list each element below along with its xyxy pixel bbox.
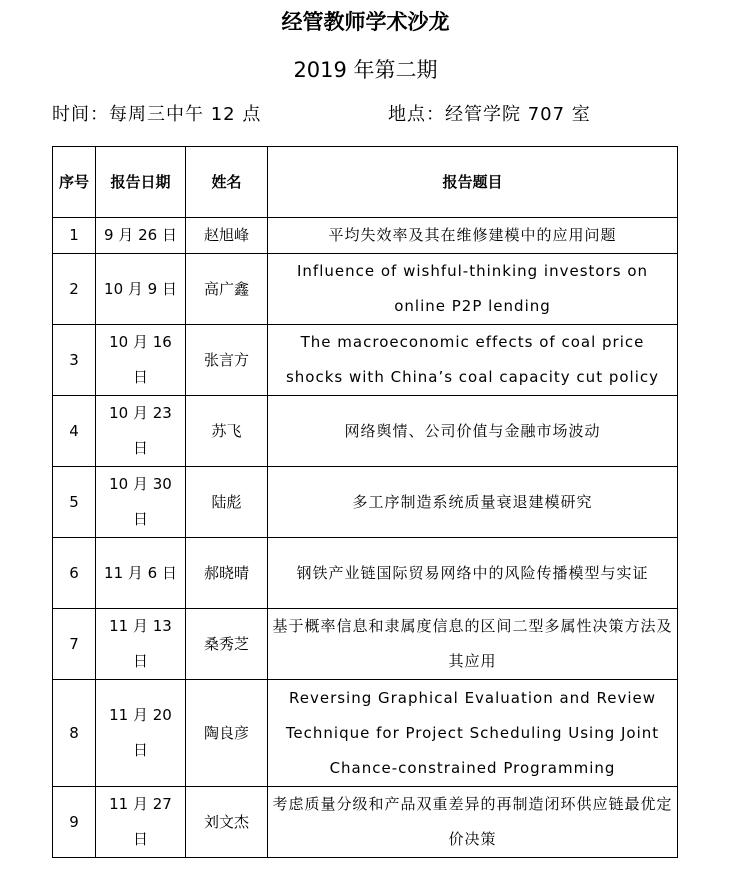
cell-date: 11 月 13 日 [96, 609, 186, 680]
cell-name: 陶良彦 [186, 680, 268, 787]
cell-topic: 钢铁产业链国际贸易网络中的风险传播模型与实证 [268, 538, 678, 609]
cell-name: 张言方 [186, 325, 268, 396]
cell-topic: 基于概率信息和隶属度信息的区间二型多属性决策方法及其应用 [268, 609, 678, 680]
table-row [53, 609, 678, 680]
cell-no: 5 [53, 467, 96, 538]
cell-name: 苏飞 [186, 396, 268, 467]
cell-name: 郝晓晴 [186, 538, 268, 609]
cell-date: 10 月 30 日 [96, 467, 186, 538]
table-row [53, 538, 678, 609]
cell-no: 8 [53, 680, 96, 787]
cell-no: 2 [53, 254, 96, 325]
cell-date: 10 月 9 日 [96, 254, 186, 325]
cell-date: 11 月 6 日 [96, 538, 186, 609]
cell-no: 9 [53, 787, 96, 858]
cell-no: 3 [53, 325, 96, 396]
cell-date: 10 月 23 日 [96, 396, 186, 467]
table-row [53, 325, 678, 396]
time-info: 时间：每周三中午 12 点 [52, 104, 262, 125]
cell-topic: The macroeconomic effects of coal price shocks with China’s coal capacity cut policy [268, 325, 678, 396]
table-row [53, 396, 678, 467]
schedule-table [52, 146, 678, 858]
table-row [53, 680, 678, 787]
cell-topic: Influence of wishful-thinking investors on online P2P lending [268, 254, 678, 325]
cell-topic: Reversing Graphical Evaluation and Review Technique for Project Scheduling Using Joint Chance-constrained Programming [268, 680, 678, 787]
table-row [53, 254, 678, 325]
page-title: 经管教师学术沙龙 [281, 10, 450, 34]
column-header-name: 姓名 [186, 147, 268, 218]
cell-topic: 网络舆情、公司价值与金融市场波动 [268, 396, 678, 467]
cell-date: 10 月 16 日 [96, 325, 186, 396]
column-header-date: 报告日期 [96, 147, 186, 218]
cell-name: 陆彪 [186, 467, 268, 538]
cell-name: 赵旭峰 [186, 218, 268, 254]
cell-topic: 考虑质量分级和产品双重差异的再制造闭环供应链最优定价决策 [268, 787, 678, 858]
cell-date: 9 月 26 日 [96, 218, 186, 254]
column-header-topic: 报告题目 [268, 147, 678, 218]
table-row [53, 787, 678, 858]
cell-no: 7 [53, 609, 96, 680]
location-info: 地点：经管学院 707 室 [388, 104, 591, 125]
cell-name: 桑秀芝 [186, 609, 268, 680]
table-header-row [53, 147, 678, 218]
issue-subtitle: 2019 年第二期 [293, 58, 438, 82]
cell-topic: 多工序制造系统质量衰退建模研究 [268, 467, 678, 538]
cell-name: 高广鑫 [186, 254, 268, 325]
table-row [53, 218, 678, 254]
cell-no: 4 [53, 396, 96, 467]
cell-name: 刘文杰 [186, 787, 268, 858]
cell-topic: 平均失效率及其在维修建模中的应用问题 [268, 218, 678, 254]
cell-no: 1 [53, 218, 96, 254]
column-header-no: 序号 [53, 147, 96, 218]
cell-date: 11 月 27 日 [96, 787, 186, 858]
cell-no: 6 [53, 538, 96, 609]
cell-date: 11 月 20 日 [96, 680, 186, 787]
table-row [53, 467, 678, 538]
